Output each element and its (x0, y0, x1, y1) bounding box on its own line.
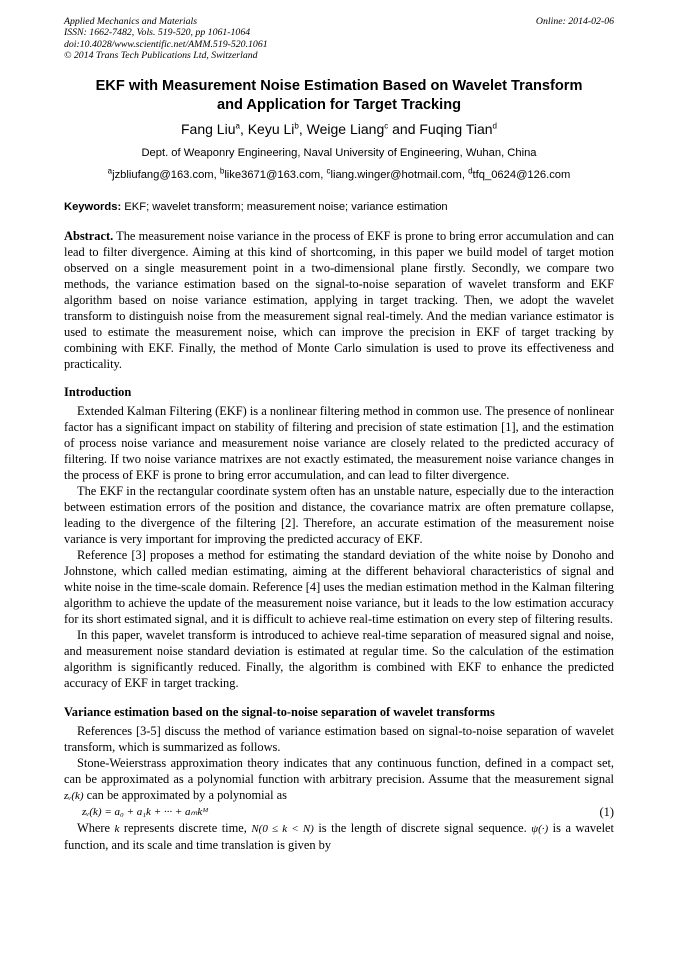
equation-1 (64, 804, 614, 820)
paragraph-text: can be approximated by a polynomial as (83, 787, 287, 802)
intro-paragraph-3: Reference [3] proposes a method for estimating the standard deviation of the white noise by Donoho and Johnstone, which called median estimating, aiming at the different behavioral characteristics of signal and white noise in the time-scale domain. Reference [4] uses the median estimation method in the Kalman filtering algorithm to achieve the update of the measurement noise variance, but it leads to the low estimation accuracy for its short estimated signal, and it is difficult to achieve real-time estimation on every step of filtering results. (64, 547, 614, 626)
abstract-paragraph (64, 228, 614, 372)
email-separator: , (213, 168, 220, 181)
author-name: Fuqing Tian (419, 120, 493, 137)
author-name: Keyu Li (247, 120, 295, 137)
copyright-line: © 2014 Trans Tech Publications Ltd, Switzerland (64, 50, 258, 62)
section2-heading: Variance estimation based on the signal-to-noise separation of wavelet transforms (64, 704, 495, 719)
inline-math: N(0 ≤ k < N) (251, 822, 314, 835)
online-date: Online: 2014-02-06 (535, 16, 614, 27)
paragraph-text: is the length of discrete signal sequence. (313, 820, 532, 835)
section2-paragraph-2 (64, 755, 614, 804)
journal-header (64, 16, 614, 62)
email-separator: , (320, 168, 327, 181)
email-mark: d (468, 165, 473, 175)
email-address[interactable]: liang.winger@hotmail.com (330, 168, 462, 181)
author-mark: d (492, 120, 497, 130)
keywords-line (64, 200, 614, 214)
abstract-label: Abstract. (64, 228, 114, 243)
author-mark: b (294, 120, 299, 130)
email-mark: b (219, 165, 225, 175)
author-mark: c (384, 120, 389, 130)
author-separator: and (388, 120, 420, 137)
email-address[interactable]: like3671@163.com (224, 168, 321, 181)
abstract-text: The measurement noise variance in the process of EKF is prone to bring error accumulation and can lead to filter divergence. Aiming at this kind of shortcoming, in this paper we build model of target motion observed on a single measurement point in a two-dimensional plane firstly. Secondly, we compare two methods, the variance estimation based on the signal-to-noise separation of wavelet transform and EKF algorithm based on noise variance estimation, applying in target tracking. Then, we adopt the wavelet transform to distinguish noise from the measurement signal real-timely. And the median variance estimator is used to estimate the measurement noise, which can improve the precision in EKF of target tracking by combining with EKF. Finally, the method of Monte Carlo simulation is used to prove its effectiveness and practicality. (64, 228, 614, 371)
email-list (64, 165, 614, 182)
intro-paragraph-1: Extended Kalman Filtering (EKF) is a nonlinear filtering method in common use. The presence of nonlinear factor has a significant impact on stability of filtering and precision of state estimation [1], and the estimation of process noise variance and measurement noise variance are closely related to the predicted accuracy of filtering. If two noise variance matrixes are not exactly estimated, the measurement noise variance changes in the process of EKF is prone to bring error accumulation, and can lead to filter divergence. (64, 403, 614, 482)
author-separator: , (298, 120, 307, 137)
paragraph-text: Where (77, 820, 115, 835)
journal-name: Applied Mechanics and Materials (64, 16, 198, 27)
paper-title (64, 77, 614, 115)
paragraph-text: is a wavelet function, and its scale and time translation is given by (64, 820, 614, 852)
title-line-2: and Application for Target Tracking (216, 96, 462, 113)
section2-paragraph-1: References [3-5] discuss the method of variance estimation based on signal-to-noise separation of wavelet transform, which is summarized as follows. (64, 723, 614, 754)
inline-math: zᵥ(k) (64, 789, 84, 802)
intro-paragraph-2: The EKF in the rectangular coordinate system often has an unstable nature, especially due to the interaction between estimation errors of the position and distance, the covariance matrix are often premature collapse, leading to the divergence of the filtering [2]. Therefore, an accurate estimation of the measurement noise variance is very important for improving the predicted accuracy of EKF. (64, 483, 614, 546)
equation-body: zᵥ(k) = a₀ + a₁k + ··· + aₘkᴹ (82, 805, 209, 818)
email-mark: c (326, 165, 331, 175)
author-list (64, 120, 614, 138)
email-address[interactable]: jzbliufang@163.com (112, 168, 214, 181)
section2-paragraph-3 (64, 820, 614, 853)
inline-math: ψ(·) (531, 822, 549, 835)
author-name: Weige Liang (306, 120, 385, 137)
inline-math: k (114, 822, 120, 835)
issn-line: ISSN: 1662-7482, Vols. 519-520, pp 1061-1064 (64, 27, 251, 39)
email-mark: a (107, 165, 113, 175)
equation-number: (1) (599, 804, 614, 819)
doi-line: doi:10.4028/www.scientific.net/AMM.519-520.1061 (64, 38, 268, 50)
paragraph-text: represents discrete time, (119, 820, 252, 835)
author-mark: a (235, 120, 240, 130)
author-separator: , (239, 120, 248, 137)
email-separator: , (461, 168, 469, 181)
title-line-1: EKF with Measurement Noise Estimation Based on Wavelet Transform (95, 77, 583, 94)
email-address[interactable]: tfq_0624@126.com (472, 168, 571, 181)
affiliation: Dept. of Weaponry Engineering, Naval University of Engineering, Wuhan, China (141, 146, 537, 159)
author-name: Fang Liu (181, 120, 236, 137)
intro-paragraph-4: In this paper, wavelet transform is introduced to achieve real-time separation of measured signal and noise, and measurement noise standard deviation is estimated at regular time. So the calculation of the estimation algorithm is significantly reduced. Finally, the algorithm is combined with EKF to enhance the predicted accuracy of EKF in target tracking. (64, 627, 614, 690)
keywords-label: Keywords: (64, 200, 122, 213)
paragraph-text: Stone-Weierstrass approximation theory indicates that any continuous function, defined in a compact set, can be approximated as a polynomial function with arbitrary precision. Assume that the measurement signal (64, 755, 614, 786)
introduction-heading: Introduction (64, 384, 132, 399)
keywords-text: EKF; wavelet transform; measurement noise; variance estimation (121, 200, 448, 213)
